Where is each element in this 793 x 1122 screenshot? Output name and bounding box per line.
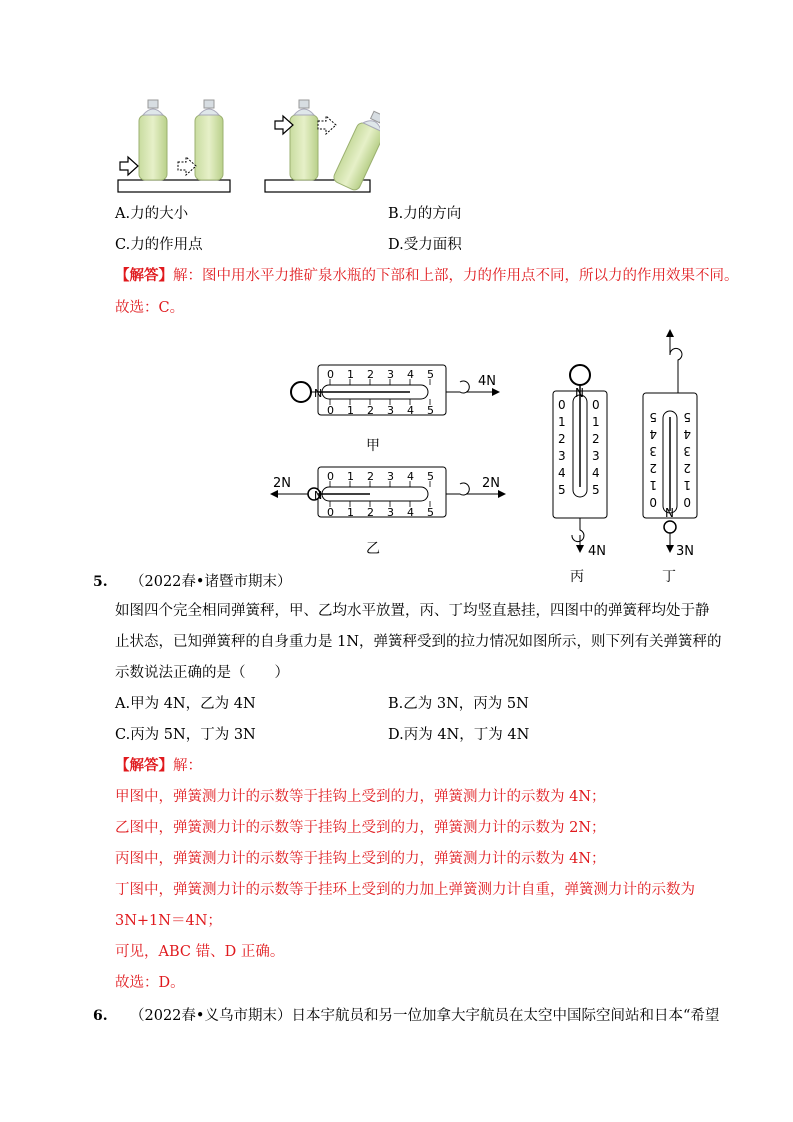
bottle-1 — [139, 100, 167, 180]
q5-option-a: A.甲为 4N，乙为 4N — [115, 696, 256, 712]
svg-text:5: 5 — [649, 410, 657, 424]
svg-text:1: 1 — [347, 470, 354, 483]
q4-answer: 【解答】解：图中用水平力推矿泉水瓶的下部和上部，力的作用点不同，所以力的作用效果不同。 — [115, 267, 739, 284]
svg-text:5: 5 — [558, 483, 566, 497]
svg-text:N: N — [314, 387, 323, 400]
svg-text:1: 1 — [592, 415, 600, 429]
force-ding: 3N — [676, 544, 694, 559]
svg-text:4: 4 — [558, 466, 566, 480]
svg-text:4: 4 — [407, 368, 414, 381]
q5-answer-line-1: 甲图中，弹簧测力计的示数等于挂钩上受到的力，弹簧测力计的示数为 4N； — [115, 789, 606, 805]
svg-text:2: 2 — [592, 432, 600, 446]
svg-text:2: 2 — [649, 461, 657, 475]
svg-text:2: 2 — [367, 506, 374, 519]
svg-text:0: 0 — [592, 398, 600, 412]
force-yi-left: 2N — [273, 476, 291, 491]
svg-text:5: 5 — [427, 506, 434, 519]
svg-text:N: N — [575, 386, 584, 400]
q5-stem-line-1: 如图四个完全相同弹簧秤，甲、乙均水平放置，丙、丁均竖直悬挂，四图中的弹簧秤均处于静 — [115, 603, 710, 619]
push-arrow-dashed-low — [178, 157, 196, 175]
svg-text:0: 0 — [649, 495, 657, 509]
q4-option-a: A.力的大小 — [115, 206, 189, 222]
svg-text:4: 4 — [592, 466, 600, 480]
q5-stem-line-2: 止状态，已知弹簧秤的自身重力是 1N，弹簧秤受到的拉力情况如图所示，则下列有关弹簧秤的 — [115, 634, 722, 650]
svg-text:N: N — [665, 506, 674, 520]
svg-text:1: 1 — [347, 404, 354, 417]
svg-text:5: 5 — [427, 470, 434, 483]
q5-answer-line-2: 乙图中，弹簧测力计的示数等于挂钩上受到的力，弹簧测力计的示数为 2N； — [115, 820, 606, 836]
scale-jia — [291, 365, 500, 417]
svg-text:2: 2 — [683, 461, 691, 475]
q4-answer-choice: 故选：C。 — [115, 300, 185, 316]
q5-answer-line-6: 可见，ABC 错、D 正确。 — [115, 944, 285, 960]
q6-number: 6. — [93, 1008, 108, 1024]
tick: 0 — [327, 368, 334, 381]
svg-text:3: 3 — [387, 404, 394, 417]
label-bing: 丙 — [570, 569, 584, 585]
q6-text: （2022春•义乌市期末）日本宇航员和另一位加拿大宇航员在太空中国际空间站和日本“希望 — [130, 1008, 720, 1024]
q5-answer-head: 【解答】解： — [115, 757, 202, 774]
svg-text:5: 5 — [592, 483, 600, 497]
bottle-push-figure — [110, 95, 380, 195]
q4-option-d: D.受力面积 — [388, 237, 462, 253]
svg-text:3: 3 — [649, 444, 657, 458]
svg-text:1: 1 — [683, 478, 691, 492]
q5-answer-line-4: 丁图中，弹簧测力计的示数等于挂环上受到的力加上弹簧测力计自重，弹簧测力计的示数为 — [115, 882, 695, 898]
svg-text:4: 4 — [407, 404, 414, 417]
q4-option-c: C.力的作用点 — [115, 237, 203, 253]
svg-text:2: 2 — [367, 470, 374, 483]
q5-answer-line-3: 丙图中，弹簧测力计的示数等于挂钩上受到的力，弹簧测力计的示数为 4N； — [115, 851, 606, 867]
svg-text:3: 3 — [387, 368, 394, 381]
svg-text:1: 1 — [347, 506, 354, 519]
svg-text:3: 3 — [683, 444, 691, 458]
scale-bing — [553, 365, 607, 559]
svg-text:0: 0 — [558, 398, 566, 412]
label-ding: 丁 — [662, 569, 676, 585]
q5-answer-line-7: 故选：D。 — [115, 975, 185, 991]
q5-answer-line-5: 3N+1N＝4N； — [115, 913, 222, 929]
svg-text:5: 5 — [683, 410, 691, 424]
label-jia: 甲 — [366, 438, 380, 454]
q5-option-d: D.丙为 4N，丁为 4N — [388, 727, 530, 743]
svg-text:2: 2 — [367, 368, 374, 381]
scale-ding — [643, 329, 697, 559]
q4-option-b: B.力的方向 — [388, 206, 462, 222]
svg-text:2: 2 — [367, 404, 374, 417]
svg-text:3: 3 — [387, 506, 394, 519]
svg-text:2: 2 — [558, 432, 566, 446]
bottle-4-tilted — [332, 107, 380, 191]
q5-option-c: C.丙为 5N，丁为 3N — [115, 727, 256, 743]
bottle-3 — [290, 100, 318, 180]
svg-text:0: 0 — [327, 470, 334, 483]
svg-text:5: 5 — [427, 404, 434, 417]
scale-yi — [270, 467, 506, 519]
svg-text:1: 1 — [558, 415, 566, 429]
svg-text:3: 3 — [387, 470, 394, 483]
q5-option-b: B.乙为 3N，丙为 5N — [388, 696, 529, 712]
svg-text:3: 3 — [592, 449, 600, 463]
push-arrow-dashed-high — [318, 116, 336, 134]
bottle-2 — [195, 100, 223, 180]
svg-text:N: N — [314, 489, 323, 502]
push-arrow-solid-low — [120, 157, 138, 175]
svg-text:0: 0 — [327, 506, 334, 519]
svg-text:4: 4 — [649, 427, 657, 441]
svg-text:1: 1 — [347, 368, 354, 381]
label-yi: 乙 — [366, 541, 380, 557]
q5-number: 5. — [93, 574, 108, 590]
svg-text:5: 5 — [427, 368, 434, 381]
q5-source: （2022春•诸暨市期末） — [130, 574, 292, 590]
svg-text:4: 4 — [683, 427, 691, 441]
svg-text:4: 4 — [407, 470, 414, 483]
svg-text:3: 3 — [558, 449, 566, 463]
force-yi-right: 2N — [482, 476, 500, 491]
svg-text:4: 4 — [407, 506, 414, 519]
q5-stem-line-3: 示数说法正确的是（ ） — [115, 665, 289, 681]
svg-text:0: 0 — [327, 404, 334, 417]
table-left — [118, 180, 230, 192]
force-jia: 4N — [478, 374, 496, 389]
svg-text:0: 0 — [683, 495, 691, 509]
spring-scale-figure — [270, 325, 710, 587]
force-bing: 4N — [588, 544, 606, 559]
svg-text:1: 1 — [649, 478, 657, 492]
